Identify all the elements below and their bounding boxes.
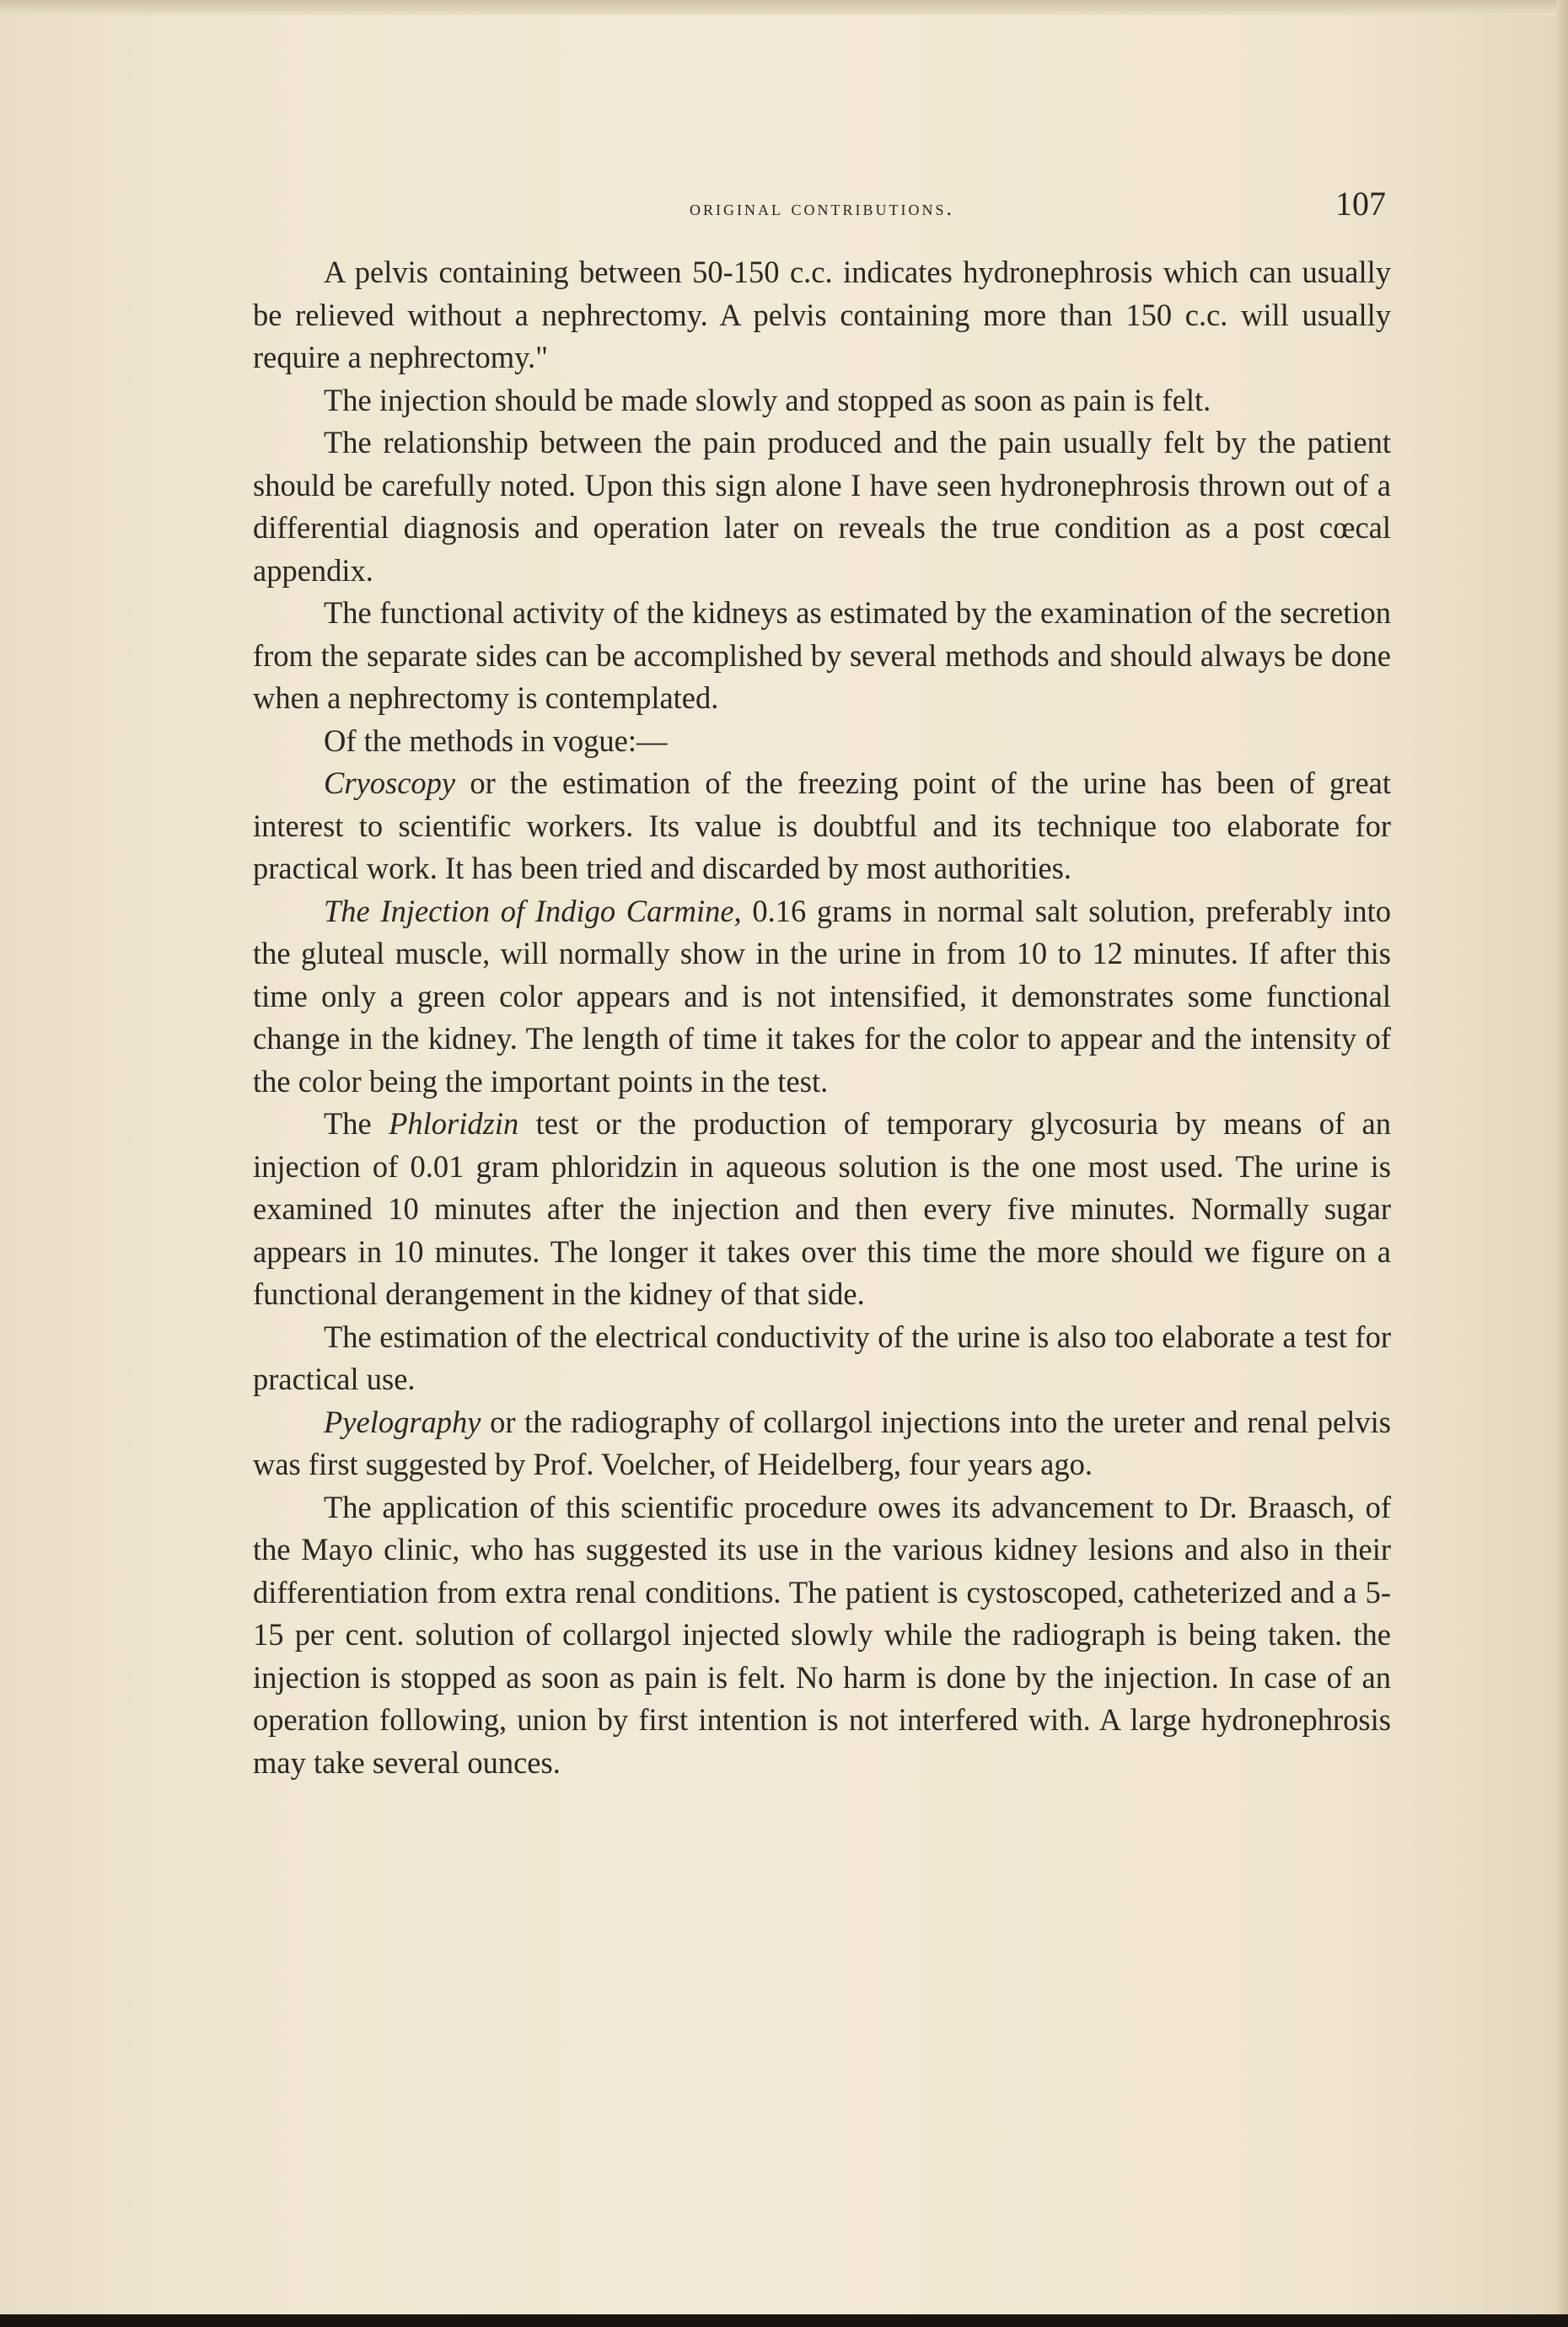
running-title: original contributions. xyxy=(690,196,954,220)
paragraph-pelvis-capacity xyxy=(253,251,1391,379)
paragraph-pyelography xyxy=(253,1401,1391,1486)
paragraph-indigo-carmine xyxy=(253,890,1391,1104)
paragraph-lead-term: Phloridzin xyxy=(389,1106,519,1141)
paragraph-lead-term: Cryoscopy xyxy=(324,766,456,800)
paragraph-application xyxy=(253,1486,1391,1785)
paragraph-pre-text: The xyxy=(324,1106,389,1141)
paragraph-lead-term: The Injection of Indigo Carmine, xyxy=(324,893,742,928)
paragraph-text: The relationship between the pain produced and the pain usually felt by the patient should be carefully noted. Upon this sign alone I have seen hydronephrosis thrown out of a differential diagnosis and operation later on reveals the true condition as a post cœcal appendix. xyxy=(253,425,1391,588)
body-text xyxy=(253,251,1391,1784)
page-right-edge xyxy=(1556,0,1568,2314)
paragraph-electrical-conductivity xyxy=(253,1316,1391,1401)
running-head xyxy=(253,184,1391,234)
page-top-edge xyxy=(0,0,1568,15)
paragraph-text: The estimation of the electrical conductivity of the urine is also too elaborate a test for practical use. xyxy=(253,1319,1391,1396)
paragraph-text: A pelvis containing between 50-150 c.c. indicates hydronephrosis which can usually be relieved without a nephrectomy. A pelvis containing more than 150 c.c. will usually require a nephrectomy." xyxy=(253,255,1391,374)
page-number: 107 xyxy=(1335,185,1386,223)
paragraph-cryoscopy xyxy=(253,762,1391,890)
paragraph-text: 0.16 grams in normal salt solution, preferably into the gluteal muscle, will normally show in the urine in from 10 to 12 minutes. If after this time only a green color appears and is not intensified, it demonstrates some functional change in the kidney. The length of time it takes for the color to appear and the intensity of the color being the important points in the test. xyxy=(253,893,1391,1099)
paragraph-phloridzin xyxy=(253,1103,1391,1316)
paragraph-lead-term: Pyelography xyxy=(324,1404,481,1439)
paragraph-text: The functional activity of the kidneys as estimated by the examination of the secretion from the separate sides can be accomplished by several methods and should always be done when a nephrectomy is contemplated. xyxy=(253,595,1391,715)
paragraph-injection-speed xyxy=(253,379,1391,422)
paragraph-text: The injection should be made slowly and stopped as soon as pain is felt. xyxy=(324,382,1211,417)
paragraph-text: The application of this scientific procedure owes its advancement to Dr. Braasch, of the Mayo clinic, who has suggested its use in the various kidney lesions and also in their differentiation from extra renal conditions. The patient is cystoscoped, catheterized and a 5-15 per cent. solution of collargol injected slowly while the radiograph is being taken. the injection is stopped as soon as pain is felt. No harm is done by the injection. In case of an operation following, union by first intention is not interfered with. A large hydronephrosis may take several ounces. xyxy=(253,1489,1391,1780)
paragraph-text: Of the methods in vogue:— xyxy=(324,723,668,758)
paragraph-text: or the estimation of the freezing point of the urine has been of great interest to scientific workers. Its value is doubtful and its technique too elaborate for practical work. It has been tried and discarded by most authorities. xyxy=(253,766,1391,885)
paragraph-methods-intro xyxy=(253,720,1391,763)
paragraph-text: test or the production of temporary glycosuria by means of an injection of 0.01 gram phloridzin in aqueous solution is the one most used. The urine is examined 10 minutes after the injection and then every five minutes. Normally sugar appears in 10 minutes. The longer it takes over this time the more should we figure on a functional derangement in the kidney of that side. xyxy=(253,1106,1391,1311)
paragraph-text: or the radiography of collargol injections into the ureter and renal pelvis was first suggested by Prof. Voelcher, of Heidelberg, four years ago. xyxy=(253,1404,1391,1481)
paragraph-pain-relationship xyxy=(253,422,1391,592)
paragraph-functional-activity xyxy=(253,592,1391,720)
